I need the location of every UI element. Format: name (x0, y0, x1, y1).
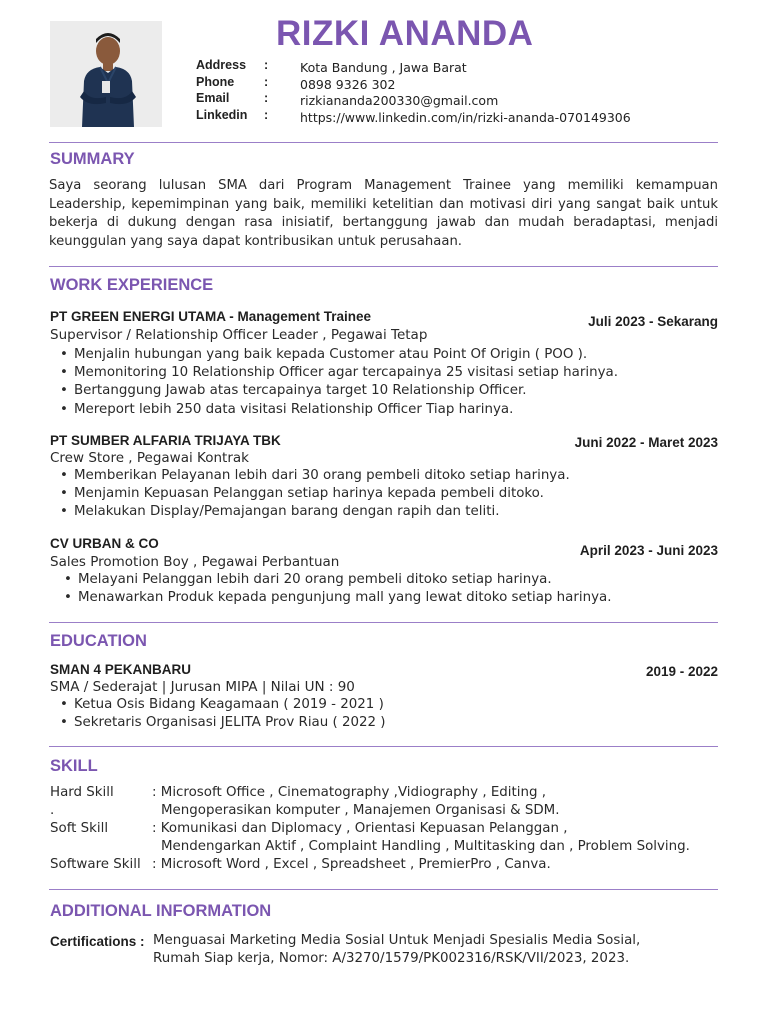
job-subtitle: Sales Promotion Boy , Pegawai Perbantuan (50, 554, 340, 570)
job-date: Juni 2022 - Maret 2023 (574, 435, 718, 450)
list-item: • Memonitoring 10 Relationship Officer agar tercapainya 25 visitasi setiap harinya. (50, 364, 618, 382)
job-subtitle: Crew Store , Pegawai Kontrak (50, 450, 249, 466)
education-date: 2019 - 2022 (645, 664, 718, 679)
school-name: SMAN 4 PEKANBARU (50, 662, 192, 677)
profile-photo (50, 21, 162, 127)
divider (49, 746, 718, 747)
skill-value: : Komunikasi dan Diplomacy , Orientasi Kepuasan Pelanggan , (152, 821, 568, 836)
person-photo-icon (50, 21, 162, 127)
summary-text: Saya seorang lulusan SMA dari Program Management Trainee yang memiliki kemampuan Leadership, kepemimpinan yang baik, memiliki ketelitian dan motivasi diri yang sangat baik untuk bekerja di dukung dengan rasa inisiatif, bertanggung jawab dan mudah beradaptasi, menjadi keunggulan yang saya dapat kontribusikan untuk perusahaan. (49, 178, 718, 249)
summary-heading: SUMMARY (50, 150, 135, 168)
linkedin-label: Linkedin (196, 108, 248, 122)
linkedin-link[interactable]: https://www.linkedin.com/in/rizki-ananda-070149306 (300, 110, 631, 125)
job-title: PT SUMBER ALFARIA TRIJAYA TBK (50, 433, 281, 448)
certification-line: Rumah Siap kerja, Nomor: A/3270/1579/PK002316/RSK/VII/2023, 2023. (153, 951, 630, 966)
divider (49, 266, 718, 267)
skill-label: Soft Skill (50, 821, 109, 836)
list-item: • Ketua Osis Bidang Keagamaan ( 2019 - 2021 ) (50, 696, 386, 714)
address-label: Address (196, 58, 247, 72)
skill-label: Software Skill (50, 857, 141, 872)
education-heading: EDUCATION (50, 632, 147, 650)
list-item: • Melakukan Display/Pemajangan barang dengan rapih dan teliti. (50, 503, 570, 521)
education-bullets (50, 696, 386, 732)
job-bullets (54, 571, 611, 607)
job-subtitle: Supervisor / Relationship Officer Leader , Pegawai Tetap (50, 327, 428, 343)
skill-value: : Microsoft Office , Cinematography ,Vidiography , Editing , (152, 785, 546, 800)
list-item: • Memberikan Pelayanan lebih dari 30 orang pembeli ditoko setiap harinya. (50, 467, 570, 485)
skill-value: Mendengarkan Aktif , Complaint Handling , Multitasking dan , Problem Solving. (161, 839, 690, 854)
address-value: Kota Bandung , Jawa Barat (300, 60, 467, 75)
email-label: Email (196, 91, 230, 105)
email-value[interactable]: rizkiananda200330@gmail.com (300, 93, 499, 108)
job-title: PT GREEN ENERGI UTAMA - Management Trainee (50, 309, 372, 324)
email-colon: : (264, 91, 269, 105)
additional-information-heading: ADDITIONAL INFORMATION (50, 902, 272, 920)
skill-label: Hard Skill (50, 785, 114, 800)
phone-label: Phone (196, 75, 235, 89)
work-experience-heading: WORK EXPERIENCE (50, 276, 214, 294)
education-detail: SMA / Sederajat | Jurusan MIPA | Nilai UN : 90 (50, 679, 355, 695)
divider (49, 622, 718, 623)
job-title: CV URBAN & CO (50, 536, 159, 551)
certifications-label: Certifications : (50, 934, 145, 949)
divider (49, 142, 718, 143)
skill-value: Mengoperasikan komputer , Manajemen Organisasi & SDM. (161, 803, 560, 818)
list-item: • Mereport lebih 250 data visitasi Relationship Officer Tiap harinya. (50, 401, 618, 419)
list-item: • Bertanggung Jawab atas tercapainya target 10 Relationship Officer. (50, 382, 618, 400)
skill-value: : Microsoft Word , Excel , Spreadsheet , PremierPro , Canva. (152, 857, 551, 872)
skill-label: . (50, 803, 55, 818)
skill-heading: SKILL (50, 757, 98, 775)
divider (49, 889, 718, 890)
job-date: April 2023 - Juni 2023 (579, 543, 718, 558)
address-colon: : (264, 58, 269, 72)
list-item: • Menawarkan Produk kepada pengunjung mall yang lewat ditoko setiap harinya. (54, 589, 611, 607)
phone-colon: : (264, 75, 269, 89)
certification-line: Menguasai Marketing Media Sosial Untuk Menjadi Spesialis Media Sosial, (153, 933, 641, 948)
phone-value: 0898 9326 302 (300, 77, 396, 92)
list-item: • Sekretaris Organisasi JELITA Prov Riau ( 2022 ) (50, 714, 386, 732)
job-bullets (50, 467, 570, 522)
list-item: • Menjalin hubungan yang baik kepada Customer atau Point Of Origin ( POO ). (50, 346, 618, 364)
list-item: • Melayani Pelanggan lebih dari 20 orang pembeli ditoko setiap harinya. (54, 571, 611, 589)
linkedin-colon: : (264, 108, 269, 122)
candidate-name: RIZKI ANANDA (276, 14, 534, 53)
list-item: • Menjamin Kepuasan Pelanggan setiap harinya kepada pembeli ditoko. (50, 485, 570, 503)
job-bullets (50, 346, 618, 419)
job-date: Juli 2023 - Sekarang (588, 314, 718, 329)
